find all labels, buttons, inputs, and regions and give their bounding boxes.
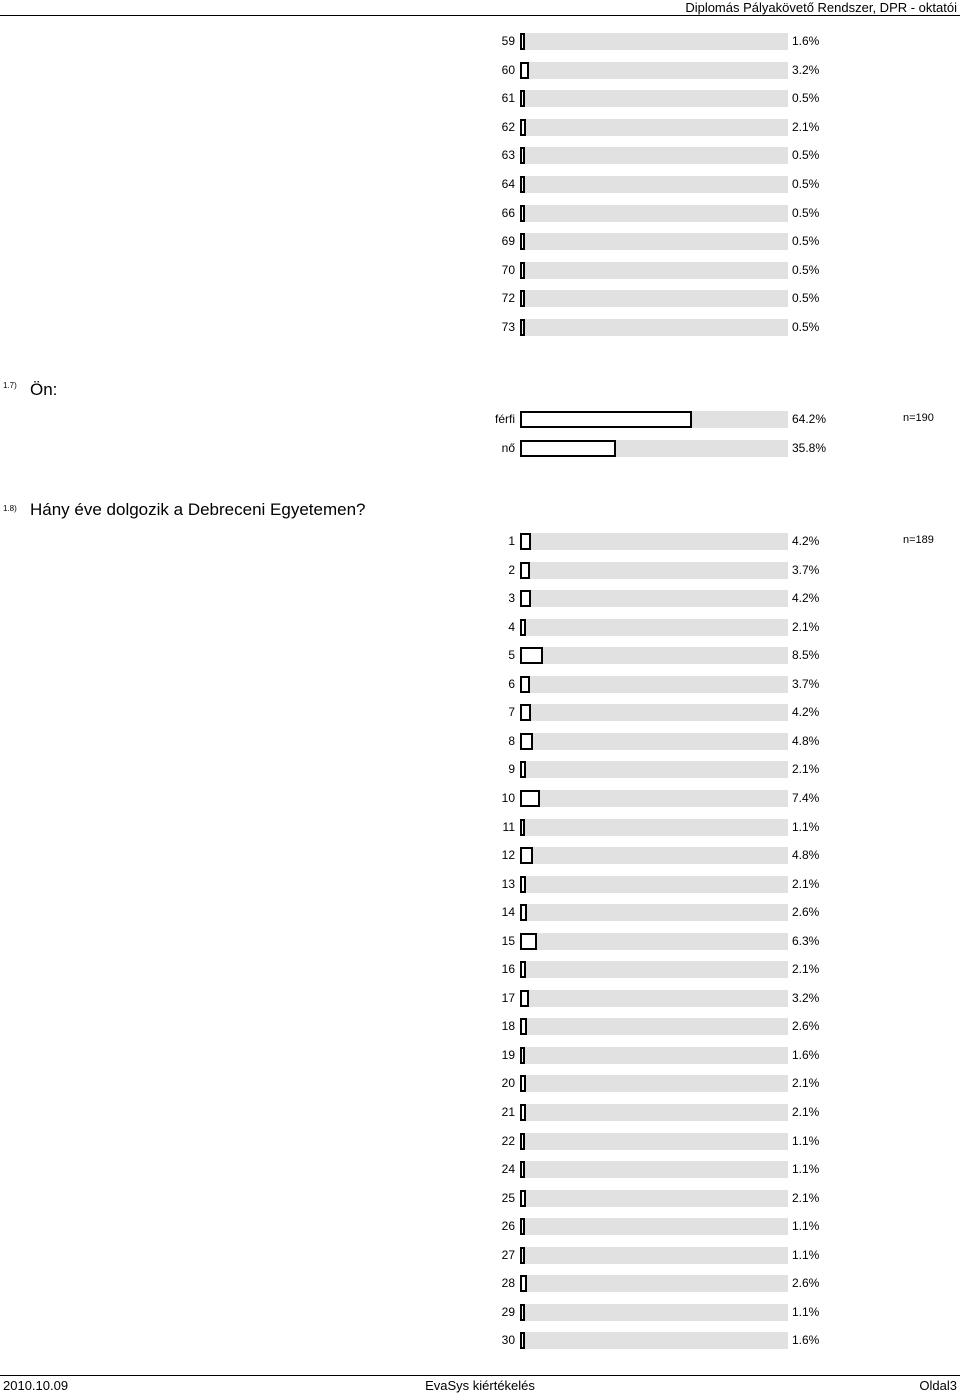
bar-row	[0, 1187, 960, 1211]
bar	[520, 90, 525, 107]
bar-value-label: 3.2%	[792, 62, 820, 77]
bar-value-label: 2.1%	[792, 962, 820, 977]
bar-track	[520, 904, 788, 921]
bar-value-label: 1.6%	[792, 1333, 820, 1348]
bar	[520, 1304, 525, 1321]
bar	[520, 1047, 525, 1064]
category-label: 62	[501, 119, 515, 134]
bar-row	[0, 1329, 960, 1353]
bar-row	[0, 230, 960, 254]
bar-row	[0, 87, 960, 111]
category-label: 27	[501, 1247, 515, 1262]
category-label: 10	[501, 790, 515, 805]
category-label: 19	[501, 1047, 515, 1062]
bar-row	[0, 437, 960, 461]
bar-row	[0, 1044, 960, 1068]
bar	[520, 790, 540, 807]
category-label: 73	[501, 320, 515, 334]
category-label: 70	[501, 262, 515, 277]
bar	[520, 1190, 526, 1207]
bar-row	[0, 844, 960, 868]
question-number: 1.8)	[3, 504, 17, 513]
bar-value-label: 3.2%	[792, 990, 820, 1005]
category-label: 6	[508, 676, 515, 691]
question-text: Hány éve dolgozik a Debreceni Egyetemen?	[30, 500, 366, 519]
bar-value-label: 2.1%	[792, 762, 820, 777]
bar-value-label: 1.1%	[792, 819, 820, 834]
bar-value-label: 0.5%	[792, 234, 820, 249]
bar-row	[0, 530, 960, 554]
bar-track	[520, 590, 788, 607]
bar-value-label: 0.5%	[792, 320, 820, 334]
bar-value-label: 0.5%	[792, 291, 820, 306]
category-label: 59	[501, 34, 515, 48]
bar-row	[0, 987, 960, 1011]
bar	[520, 290, 525, 307]
bar-row	[0, 1158, 960, 1182]
bar-row	[0, 816, 960, 840]
bar-row	[0, 1072, 960, 1096]
bar-row	[0, 59, 960, 83]
bar-value-label: 0.5%	[792, 177, 820, 191]
bar-value-label: 2.6%	[792, 1276, 820, 1291]
bar-track	[520, 262, 788, 279]
category-label: 7	[508, 705, 515, 720]
category-label: 2	[508, 562, 515, 577]
bar-row	[0, 730, 960, 754]
category-label: 5	[508, 648, 515, 663]
category-label: 15	[501, 933, 515, 948]
bar-value-label: 4.2%	[792, 591, 820, 606]
bar-track	[520, 562, 788, 579]
question-text: Ön:	[30, 380, 58, 399]
bar-row	[0, 1244, 960, 1268]
bar-value-label: 4.8%	[792, 848, 820, 863]
bar-track	[520, 290, 788, 307]
bar	[520, 1104, 526, 1121]
bar-row	[0, 1015, 960, 1039]
bar	[520, 319, 525, 336]
bar-value-label: 4.2%	[792, 534, 820, 548]
bar-value-label: 6.3%	[792, 933, 820, 948]
footer-page: Oldal3	[919, 1378, 957, 1393]
bar-value-label: 4.2%	[792, 705, 820, 720]
bar-row	[0, 1130, 960, 1154]
bar	[520, 733, 533, 750]
category-label: 11	[502, 819, 515, 834]
bar-row	[0, 408, 960, 432]
bar	[520, 676, 530, 693]
bar-value-label: 1.1%	[792, 1247, 820, 1262]
category-label: 17	[501, 990, 515, 1005]
bar-row	[0, 873, 960, 897]
bar-row	[0, 787, 960, 811]
bar-row	[0, 758, 960, 782]
bar-value-label: 1.1%	[792, 1304, 820, 1319]
bar-row	[0, 316, 960, 340]
bar	[520, 761, 526, 778]
category-label: 16	[501, 962, 515, 977]
bar	[520, 619, 526, 636]
bar-track	[520, 1104, 788, 1121]
bar	[520, 1247, 525, 1264]
category-label: 69	[501, 234, 515, 249]
bar-track	[520, 1133, 788, 1150]
bar-row	[0, 1101, 960, 1125]
bar-row	[0, 259, 960, 283]
category-label: 28	[501, 1276, 515, 1291]
bar-track	[520, 1275, 788, 1292]
bar-track	[520, 233, 788, 250]
bar-row	[0, 587, 960, 611]
header-divider	[0, 15, 960, 16]
bar	[520, 1332, 525, 1349]
bar-track	[520, 319, 788, 336]
bar-track	[520, 1075, 788, 1092]
bar-row	[0, 202, 960, 226]
bar	[520, 233, 525, 250]
bar-value-label: 1.6%	[792, 1047, 820, 1062]
category-label: 66	[501, 205, 515, 220]
bar	[520, 704, 531, 721]
bar-track	[520, 33, 788, 50]
bar-value-label: 2.1%	[792, 876, 820, 891]
bar-value-label: 4.8%	[792, 733, 820, 748]
footer-date: 2010.10.09	[3, 1378, 69, 1393]
bar-row	[0, 930, 960, 954]
bar-value-label: 2.1%	[792, 1076, 820, 1091]
bar-row	[0, 559, 960, 583]
bar-track	[520, 819, 788, 836]
category-label: 9	[508, 762, 515, 777]
category-label: 61	[501, 91, 515, 106]
bar-track	[520, 790, 788, 807]
bar-value-label: 3.7%	[792, 676, 820, 691]
bar	[520, 876, 526, 893]
bar	[520, 1133, 525, 1150]
bar-track	[520, 761, 788, 778]
header-title: Diplomás Pályakövető Rendszer, DPR - oktatói	[685, 0, 957, 15]
category-label: 8	[508, 733, 515, 748]
bar-track	[520, 1190, 788, 1207]
bar-track	[520, 1218, 788, 1235]
bar	[520, 440, 616, 457]
bar	[520, 1018, 527, 1035]
bar	[520, 1275, 527, 1292]
category-label: 14	[501, 905, 515, 920]
bar-value-label: 7.4%	[792, 790, 820, 805]
bar	[520, 1075, 526, 1092]
bar-track	[520, 1247, 788, 1264]
footer-divider	[0, 1375, 960, 1376]
bar	[520, 647, 543, 664]
bar-track	[520, 733, 788, 750]
bar-track	[520, 205, 788, 222]
bar-row	[0, 116, 960, 140]
question-number: 1.7)	[3, 381, 17, 390]
bar-row	[0, 1272, 960, 1296]
bar	[520, 1161, 525, 1178]
category-label: 24	[501, 1162, 515, 1177]
category-label: 29	[501, 1304, 515, 1319]
category-label: 12	[501, 848, 515, 863]
bar-track	[520, 147, 788, 164]
footer-center: EvaSys kiértékelés	[425, 1378, 535, 1393]
bar-track	[520, 933, 788, 950]
bar-value-label: 0.5%	[792, 205, 820, 220]
bar-track	[520, 90, 788, 107]
bar-track	[520, 876, 788, 893]
bar-track	[520, 533, 788, 550]
bar	[520, 119, 526, 136]
sample-size: n=190	[903, 412, 934, 424]
bar	[520, 590, 531, 607]
bar	[520, 847, 533, 864]
bar-value-label: 2.1%	[792, 119, 820, 134]
bar-value-label: 1.1%	[792, 1133, 820, 1148]
bar-value-label: 0.5%	[792, 262, 820, 277]
bar-value-label: 2.6%	[792, 1019, 820, 1034]
bar	[520, 533, 531, 550]
bar-value-label: 1.1%	[792, 1219, 820, 1234]
bar-row	[0, 173, 960, 197]
category-label: 18	[501, 1019, 515, 1034]
bar-row	[0, 644, 960, 668]
bar-value-label: 35.8%	[792, 441, 827, 455]
category-label: 72	[501, 291, 515, 306]
bar-value-label: 64.2%	[792, 412, 827, 426]
bar	[520, 411, 692, 428]
bar	[520, 205, 525, 222]
bar-track	[520, 62, 788, 79]
category-label: 60	[501, 62, 515, 77]
bar-value-label: 1.1%	[792, 1162, 820, 1177]
bar	[520, 933, 537, 950]
bar	[520, 33, 525, 50]
bar	[520, 62, 529, 79]
category-label: 25	[501, 1190, 515, 1205]
bar-row	[0, 30, 960, 54]
bar	[520, 262, 525, 279]
category-label: 63	[501, 148, 515, 163]
bar	[520, 1218, 525, 1235]
bar-track	[520, 1304, 788, 1321]
bar-value-label: 2.6%	[792, 905, 820, 920]
bar	[520, 961, 526, 978]
bar	[520, 904, 527, 921]
bar-row	[0, 958, 960, 982]
bar-track	[520, 647, 788, 664]
bar-row	[0, 287, 960, 311]
category-label: 1	[508, 534, 515, 548]
bar-value-label: 3.7%	[792, 562, 820, 577]
bar-row	[0, 701, 960, 725]
bar-track	[520, 961, 788, 978]
bar-value-label: 2.1%	[792, 1105, 820, 1119]
bar-row	[0, 144, 960, 168]
bar-track	[520, 990, 788, 1007]
bar-track	[520, 1018, 788, 1035]
bar-track	[520, 1161, 788, 1178]
category-label: 26	[501, 1219, 515, 1234]
bar-track	[520, 619, 788, 636]
bar-track	[520, 1332, 788, 1349]
category-label: 30	[501, 1333, 515, 1348]
category-label: 4	[508, 619, 515, 634]
bar-value-label: 2.1%	[792, 619, 820, 634]
category-label: 13	[501, 876, 515, 891]
bar-track	[520, 676, 788, 693]
bar-value-label: 1.6%	[792, 34, 820, 48]
bar-track	[520, 847, 788, 864]
bar	[520, 147, 525, 164]
bar	[520, 562, 530, 579]
bar-track	[520, 176, 788, 193]
category-label: férfi	[494, 412, 515, 426]
bar-value-label: 8.5%	[792, 648, 820, 663]
category-label: 3	[508, 591, 515, 606]
bar-row	[0, 1215, 960, 1239]
category-label: 64	[501, 177, 515, 191]
bar-track	[520, 1047, 788, 1064]
bar-track	[520, 704, 788, 721]
category-label: nő	[501, 441, 515, 455]
category-label: 22	[501, 1133, 515, 1148]
bar-track	[520, 411, 788, 428]
bar-row	[0, 1301, 960, 1325]
bar-value-label: 0.5%	[792, 148, 820, 163]
bar-row	[0, 616, 960, 640]
bar-track	[520, 119, 788, 136]
bar	[520, 819, 525, 836]
bar-row	[0, 673, 960, 697]
bar-value-label: 2.1%	[792, 1190, 820, 1205]
sample-size: n=189	[903, 534, 934, 546]
category-label: 20	[501, 1076, 515, 1091]
bar-track	[520, 440, 788, 457]
bar	[520, 990, 529, 1007]
category-label: 21	[501, 1105, 515, 1119]
bar-row	[0, 901, 960, 925]
bar-value-label: 0.5%	[792, 91, 820, 106]
bar	[520, 176, 525, 193]
